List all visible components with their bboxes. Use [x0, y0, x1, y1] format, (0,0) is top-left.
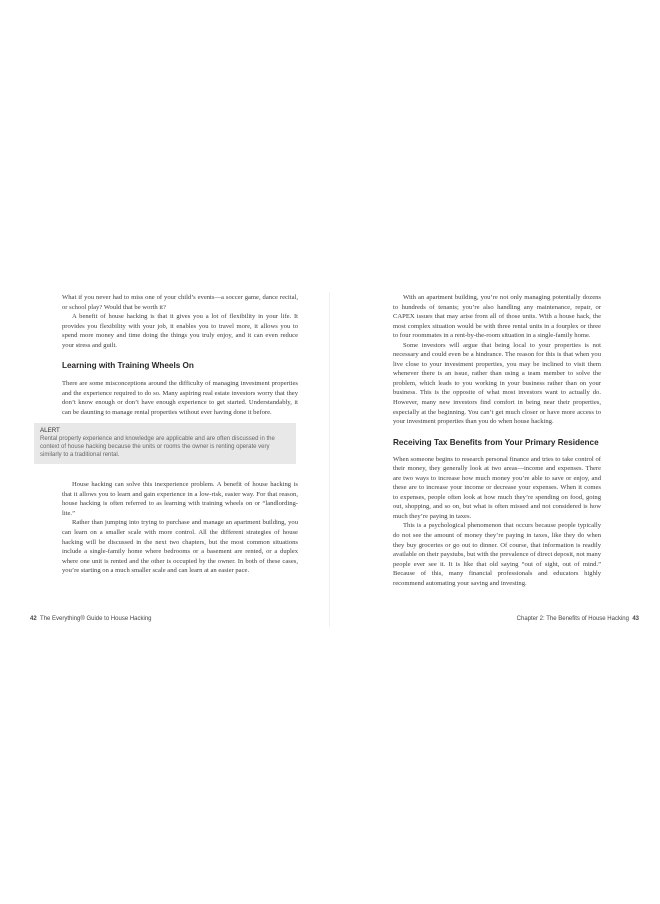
section-heading-tax-benefits: Receiving Tax Benefits from Your Primary Residence [393, 437, 599, 447]
body-paragraph: When someone begins to research personal finance and tries to take control of their money, they generally look at two areas—income and expenses. There are two ways to increase how much money you’re able to save or enjoy, and these are to increase your income or decrease your expenses. When it comes to expenses, people often look at how much they’re spending on food, going out, shopping, and so on, but what is often missed and not considered is how much they’re paying in taxes. [393, 455, 601, 520]
running-book-title: The Everything® Guide to House Hacking [40, 616, 152, 622]
section-heading-training-wheels: Learning with Training Wheels On [62, 361, 194, 371]
body-paragraph: With an apartment building, you’re not only managing potentially dozens to hundreds of tenants; you’re also handling any maintenance, repair, or CAPEX issues that may arise from all of those units. With a house hack, the most complex situation would be with three rental units in a fourplex or three to four roommates in a rent-by-the-room situation in a single-family home. [393, 294, 601, 340]
body-paragraph: There are some misconceptions around the difficulty of managing investment properties and the experience required to do so. Many aspiring real estate investors worry that they don’t know enough or don’t have enough experience to get started. Understandably, it can be daunting to manage rental properties without ever having done it before. [62, 380, 298, 416]
alert-body: Rental property experience and knowledge are applicable and are often discussed in the context of house hacking because the units or rooms the owner is renting operate very similarly to a traditional rental. [40, 436, 275, 458]
running-chapter-title: Chapter 2: The Benefits of House Hacking [516, 616, 629, 622]
alert-title: ALERT [40, 427, 60, 435]
body-paragraph: House hacking can solve this inexperience problem. A benefit of house hacking is that it allows you to learn and gain experience in a low-risk, easier way. For that reason, house hacking is often referred to as learning with training wheels on or “landlording-lite.” [62, 481, 298, 517]
alert-box [34, 423, 296, 464]
page-number: 42 [30, 616, 37, 622]
body-paragraph: This is a psychological phenomenon that occurs because people typically do not see the amount of money they’re paying in taxes, like they do when they buy groceries or go out to dinner. Of course, that information is readily available on their paystubs, but with the prevalence of direct deposit, not many people ever see it. It is like that old saying “out of sight, out of mind.” Because of this, many financial professionals and educators highly recommend automating your saving and investing. [393, 522, 602, 587]
left-page-body [40, 293, 298, 576]
page-gutter [329, 292, 330, 627]
body-paragraph: Rather than jumping into trying to purchase and manage an apartment building, you can learn on a smaller scale with more control. All the different strategies of house hacking will be discussed in the next two chapters, but the most common situations include a single-family home where bedrooms or a basement are rented, or a duplex where one unit is rented and the other is occupied by the owner. In both of these cases, you’re starting on a much smaller scale and can learn at an easier pace. [62, 519, 298, 575]
body-paragraph: A benefit of house hacking is that it gives you a lot of flexibility in your life. It provides you flexibility with your job, it enables you to travel more, it allows you to spend more money and time doing the things you truly enjoy, and it can even reduce your stress and guilt. [62, 313, 298, 349]
right-page-footer [517, 615, 639, 623]
right-page-body [393, 293, 601, 588]
body-paragraph: Some investors will argue that being local to your properties is not necessary and could even be a hindrance. The reason for this is that when you live close to your investment properties, you may be inclined to visit them whenever there is an issue, rather than using a team member to solve the problem, which leads to you working in your business rather than on your business. This is the opposite of what most investors want to actually do. However, many new investors find comfort in being near their properties, especially at the beginning. You can’t get much closer or have more access to your investment properties than you do when house hacking. [393, 341, 601, 426]
page-number: 43 [632, 616, 639, 622]
left-page-footer [30, 615, 152, 623]
body-paragraph: What if you never had to miss one of your child’s events—a soccer game, dance recital, or school play? Would that be worth it? [62, 294, 298, 311]
